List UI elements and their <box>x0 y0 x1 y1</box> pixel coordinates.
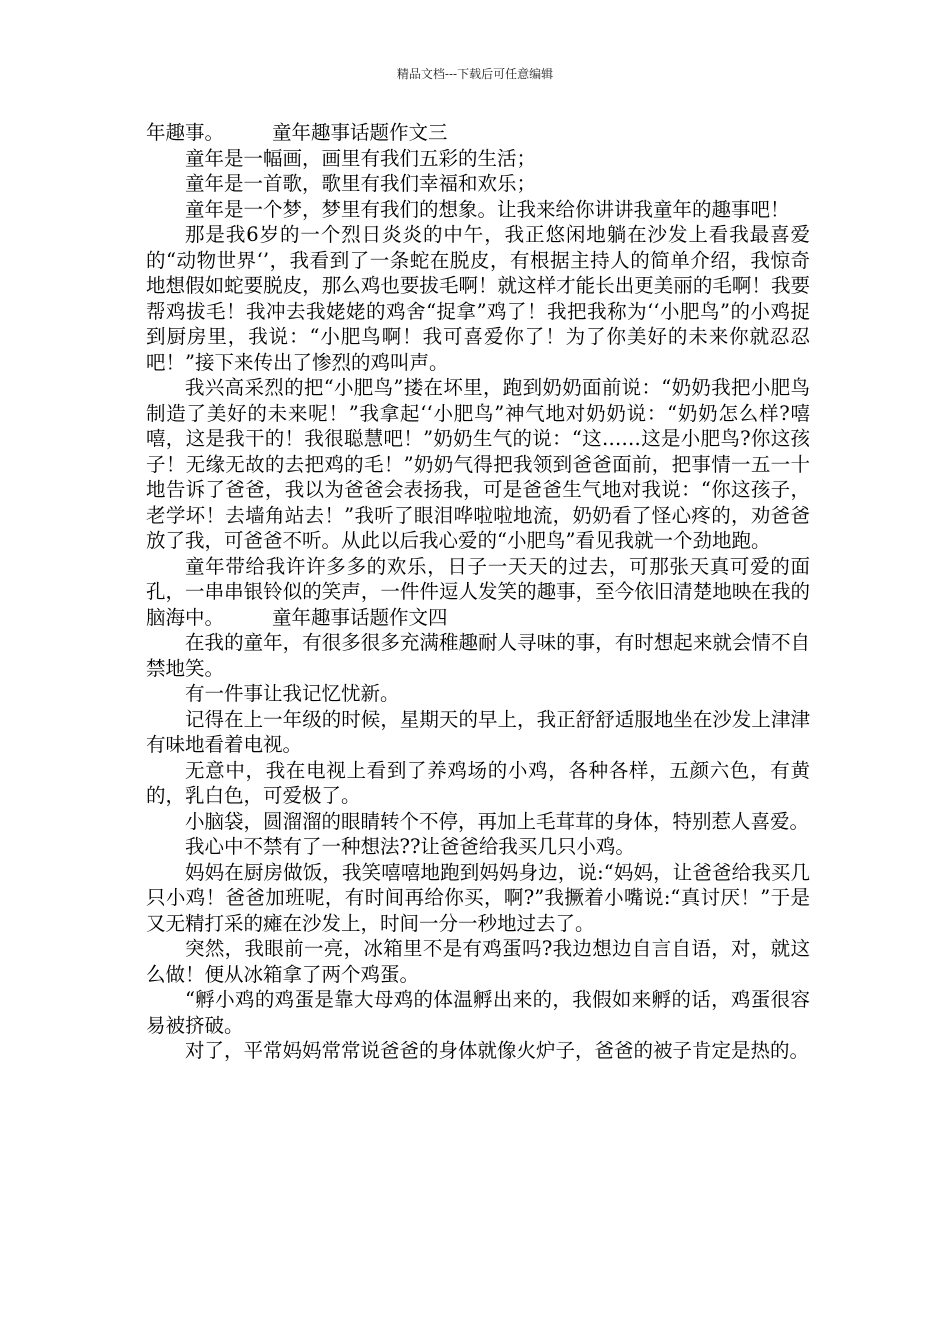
paragraph: 那是我6岁的一个烈日炎炎的中午，我正悠闲地躺在沙发上看我最喜爱的“动物世界‘’，我看到了一条蛇在脱皮，有根据主持人的简单介绍，我惊奇地想假如蛇要脱皮，那么鸡也要拔毛啊！就这样才能长出更美丽的毛啊！我要帮鸡拔毛！我冲去我姥姥的鸡舍“捉拿”鸡了！我把我称为‘‘小肥鸟”的小鸡捉到厨房里，我说：“小肥鸟啊！我可喜爱你了！为了你美好的未来你就忍忍吧！”接下来传出了惨烈的鸡叫声。 <box>146 223 810 374</box>
section-heading: 童年趣事话题作文三 <box>272 121 448 144</box>
paragraph: “孵小鸡的鸡蛋是靠大母鸡的体温孵出来的，我假如来孵的话，鸡蛋很容易被挤破。 <box>146 988 810 1037</box>
paragraph: 记得在上一年级的时候，星期天的早上，我正舒舒适服地坐在沙发上津津有味地看着电视。 <box>146 707 810 756</box>
paragraph <box>146 120 810 146</box>
paragraph: 有一件事让我记忆忧新。 <box>185 682 400 705</box>
page-header: 精品文档---下载后可任意编辑 <box>396 67 554 81</box>
paragraph: 小脑袋，圆溜溜的眼睛转个不停，再加上毛茸茸的身体，特别惹人喜爱。 <box>185 809 810 833</box>
paragraph: 我心中不禁有了一种想法??让爸爸给我买几只小鸡。 <box>185 835 635 858</box>
paragraph: 妈妈在厨房做饭，我笑嘻嘻地跑到妈妈身边，说:“妈妈，让爸爸给我买几只小鸡！爸爸加班呢，有时间再给你买，啊?”我撅着小嘴说:“真讨厌！”于是又无精打采的瘫在沙发上，时间一分一秒地过去了。 <box>146 860 810 935</box>
paragraph: 童年是一幅画，画里有我们五彩的生活； <box>185 146 537 170</box>
section-heading: 童年趣事话题作文四 <box>272 605 448 629</box>
paragraph-text: 童年带给我许许多多的欢乐，日子一天天的过去，可那张天真可爱的面孔，一串串银铃似的笑声，一件件逗人发笑的趣事，至今依旧清楚地映在我的脑海中。 <box>146 554 810 629</box>
paragraph: 童年是一个梦，梦里有我们的想象。让我来给你讲讲我童年的趣事吧！ <box>185 197 790 221</box>
paragraph: 在我的童年，有很多很多充满稚趣耐人寻味的事，有时想起来就会情不自禁地笑。 <box>146 631 810 680</box>
paragraph: 我兴高采烈的把“小肥鸟”搂在坏里，跑到奶奶面前说：“奶奶我把小肥鸟制造了美好的未来呢！”我拿起‘‘小肥鸟”神气地对奶奶说：“奶奶怎么样?嘻嘻，这是我干的！我很聪慧吧！”奶奶生气的说：“这……这是小肥鸟?你这孩子！无缘无故的去把鸡的毛！”奶奶气得把我领到爸爸面前，把事情一五一十地告诉了爸爸，我以为爸爸会表扬我，可是爸爸生气地对我说：“你这孩子，老学坏！去墙角站去！”我听了眼泪哗啦啦地流，奶奶看了怪心疼的，劝爸爸放了我，可爸爸不听。从此以后我心爱的“小肥鸟”看见我就一个劲地跑。 <box>146 376 810 552</box>
paragraph-text: 年趣事。 <box>146 121 225 144</box>
paragraph: 突然，我眼前一亮，冰箱里不是有鸡蛋吗?我边想边自言自语，对，就这么做！便从冰箱拿了两个鸡蛋。 <box>146 937 810 986</box>
paragraph <box>146 554 810 631</box>
paragraph: 无意中，我在电视上看到了养鸡场的小鸡，各种各样，五颜六色，有黄的，乳白色，可爱极了。 <box>146 758 810 807</box>
paragraph: 对了，平常妈妈常常说爸爸的身体就像火炉子，爸爸的被子肯定是热的。 <box>185 1039 810 1062</box>
paragraph: 童年是一首歌，歌里有我们幸福和欢乐； <box>185 172 537 195</box>
document-body <box>146 120 810 1064</box>
